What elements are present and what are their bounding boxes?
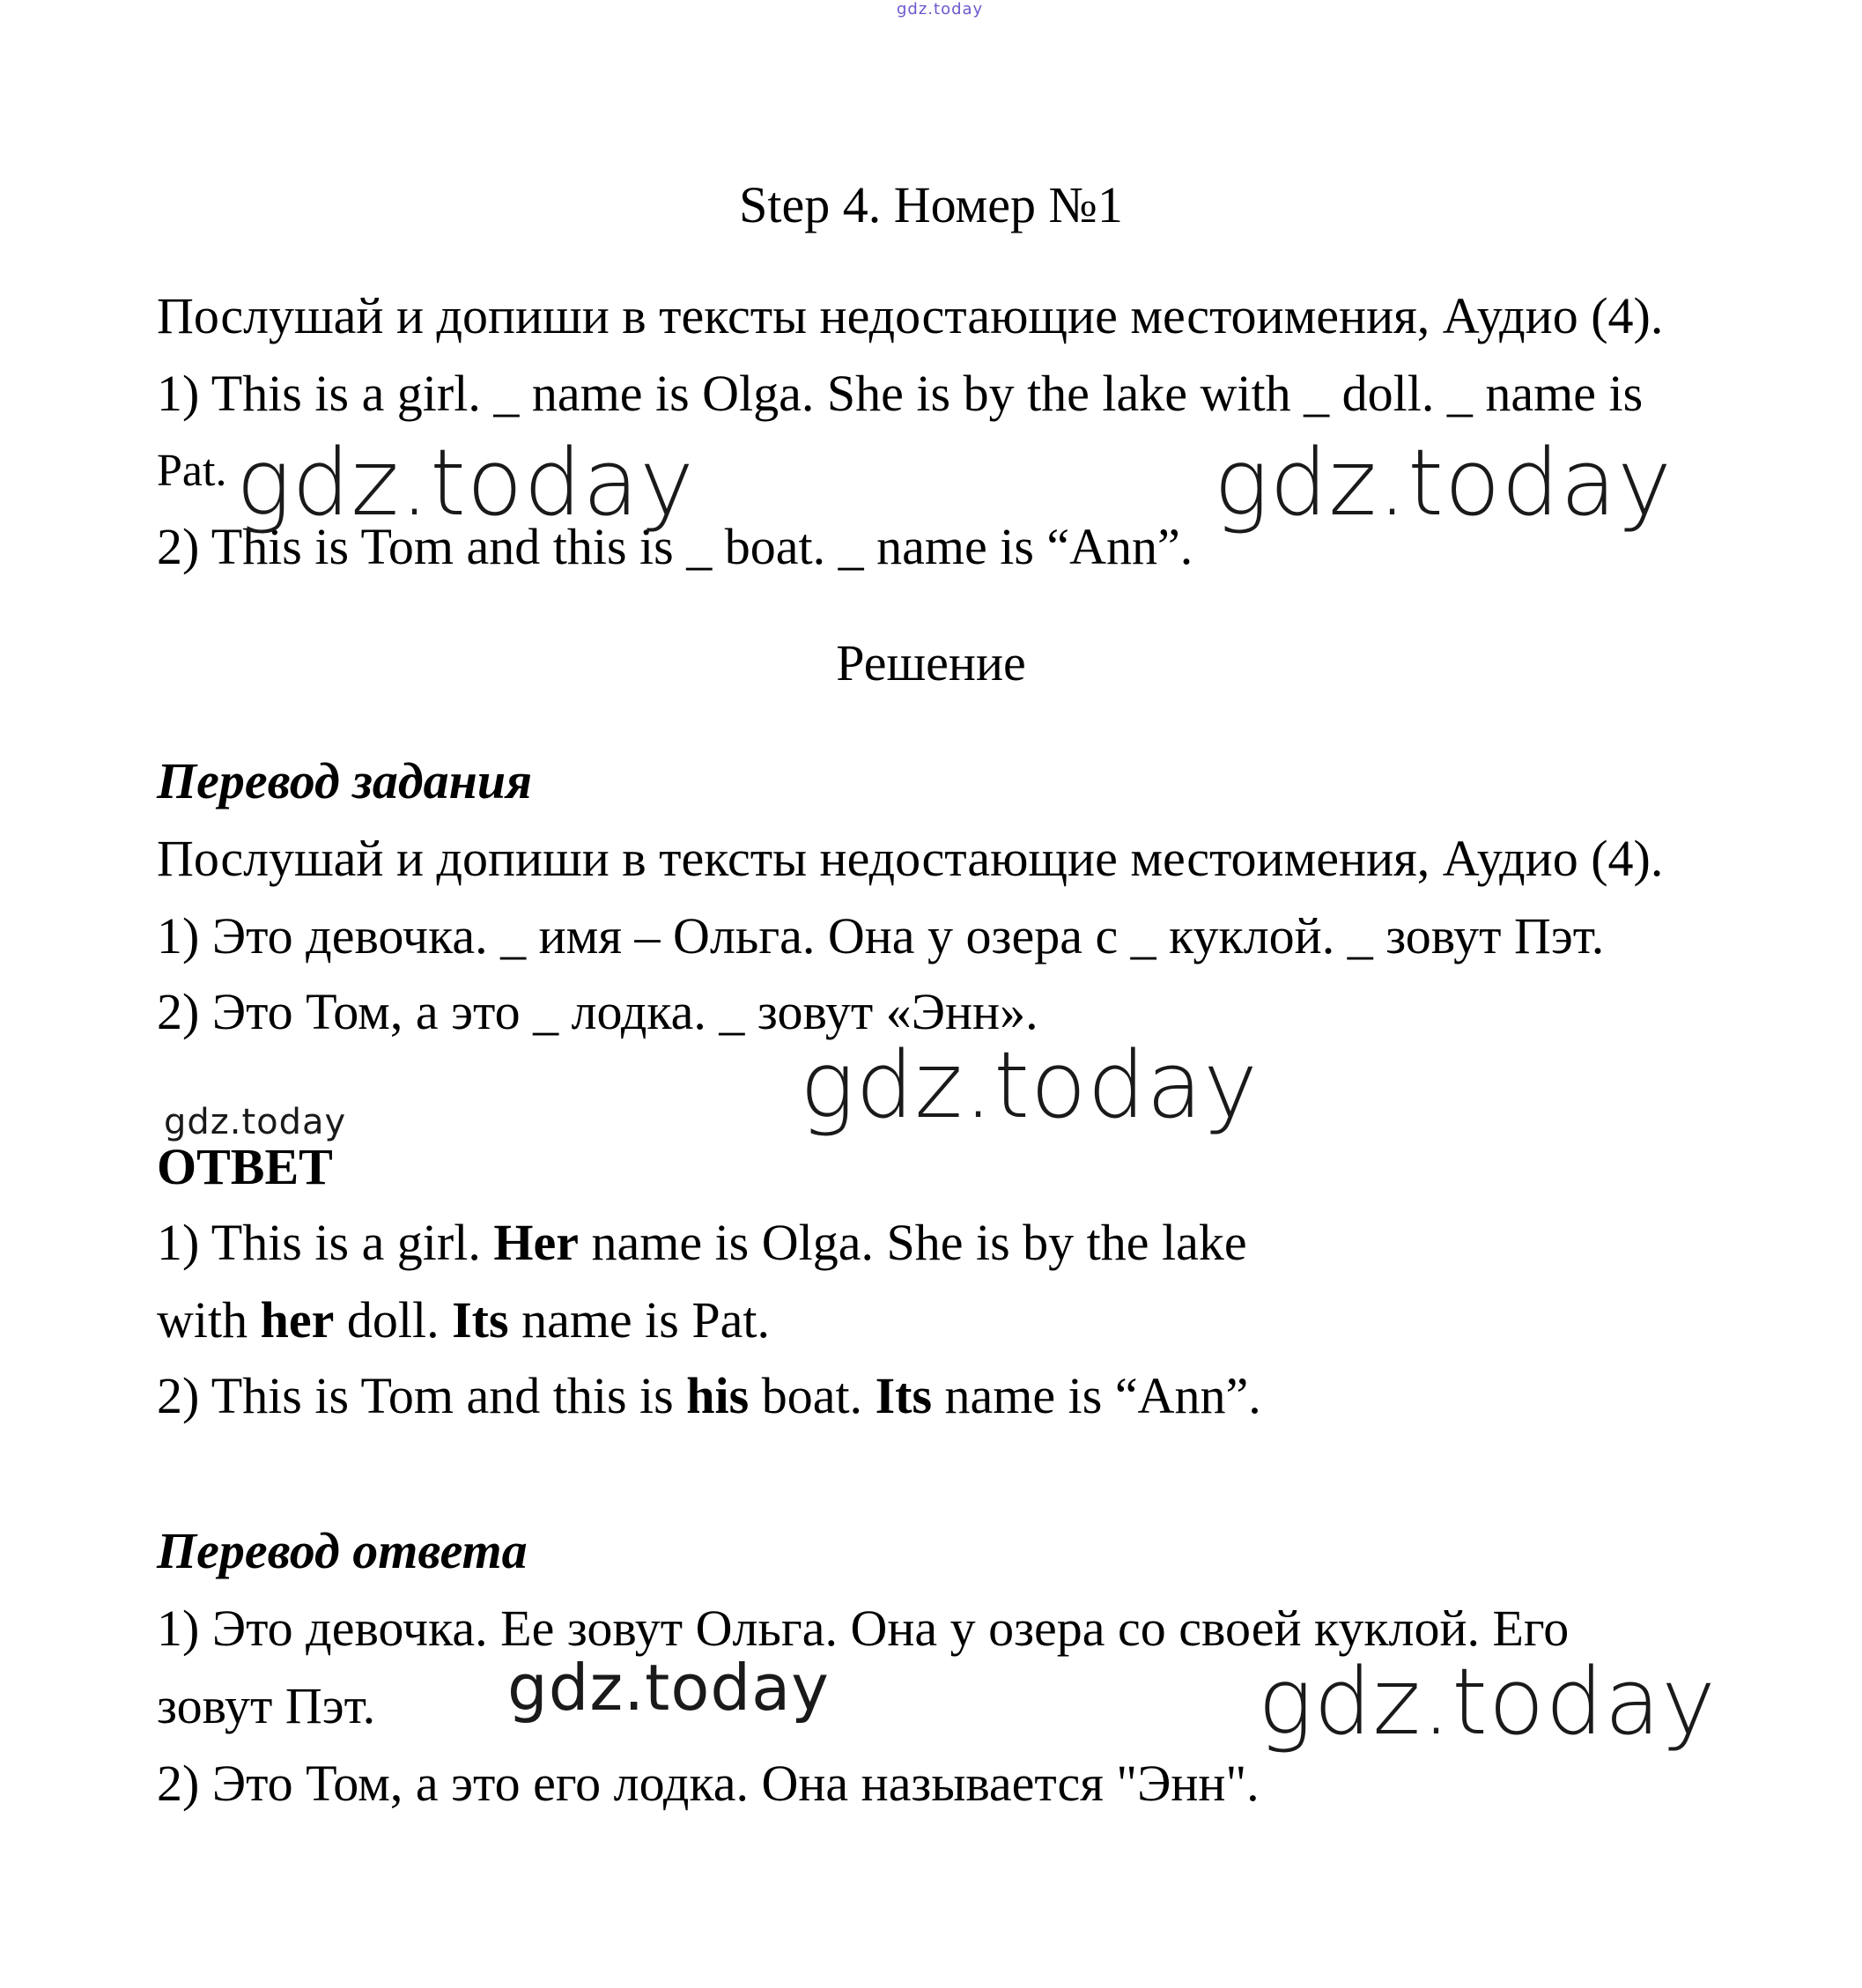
answer-line-3-pronoun-1: his [686, 1367, 750, 1424]
task-instruction: Послушай и допиши в тексты недостающие местоимения, Аудио (4). [157, 287, 1664, 344]
answer-line-1-pronoun: Her [493, 1214, 579, 1271]
task-translation-instruction: Послушай и допиши в тексты недостающие местоимения, Аудио (4). [157, 830, 1664, 887]
answer-line-1-c: name is Olga. She is by the lake [578, 1214, 1247, 1271]
answer-line-3-pronoun-2: Its [875, 1367, 933, 1424]
answer-translation-heading: Перевод ответа [157, 1522, 528, 1579]
watermark-logo: gdz.today [1214, 429, 1673, 536]
answer-line-3-c: boat. [749, 1367, 876, 1424]
page-title: Step 4. Номер №1 [739, 176, 1123, 233]
task-translation-item-2: 2) Это Том, а это _ лодка. _ зовут «Энн». [157, 983, 1038, 1040]
watermark-logo: gdz.today [236, 429, 695, 536]
answer-line-2-pronoun-1: her [260, 1291, 335, 1349]
answer-line-2-a: with [157, 1291, 261, 1349]
answer-line-2-pronoun-2: Its [452, 1291, 509, 1349]
answer-line-3 [157, 1365, 1261, 1427]
answer-heading: ОТВЕТ [157, 1138, 333, 1195]
watermark-logo: gdz.today [800, 1031, 1259, 1139]
answer-line-1-a: 1) This is a girl. [157, 1214, 494, 1271]
answer-translation-item-2: 2) Это Том, а это его лодка. Она называется "Энн". [157, 1755, 1260, 1812]
answer-line-2-c: doll. [334, 1291, 453, 1349]
task-translation-heading: Перевод задания [157, 752, 532, 809]
task-item-1-line-2: Pat. [157, 446, 227, 496]
task-item-2: 2) This is Tom and this is _ boat. _ name is “Ann”. [157, 518, 1193, 575]
solution-heading: Решение [836, 634, 1026, 691]
task-item-1-line-1: 1) This is a girl. _ name is Olga. She is by the lake with _ doll. _ name is [157, 365, 1644, 422]
watermark-logo: gdz.today [1258, 1648, 1717, 1755]
answer-line-3-a: 2) This is Tom and this is [157, 1367, 687, 1424]
answer-translation-item-1-line-2: зовут Пэт. [157, 1677, 376, 1734]
task-translation-item-1: 1) Это девочка. _ имя – Ольга. Она у озера с _ куклой. _ зовут Пэт. [157, 907, 1605, 964]
top-watermark: gdz.today [897, 0, 984, 18]
answer-line-3-e: name is “Ann”. [932, 1367, 1261, 1424]
watermark-logo: gdz.today [164, 1102, 347, 1142]
watermark-logo: gdz.today [507, 1651, 830, 1725]
answer-translation-item-1-line-1: 1) Это девочка. Ее зовут Ольга. Она у озера со своей куклой. Его [157, 1600, 1570, 1657]
answer-line-2 [157, 1290, 770, 1351]
answer-line-1 [157, 1212, 1247, 1274]
answer-line-2-e: name is Pat. [508, 1291, 770, 1349]
